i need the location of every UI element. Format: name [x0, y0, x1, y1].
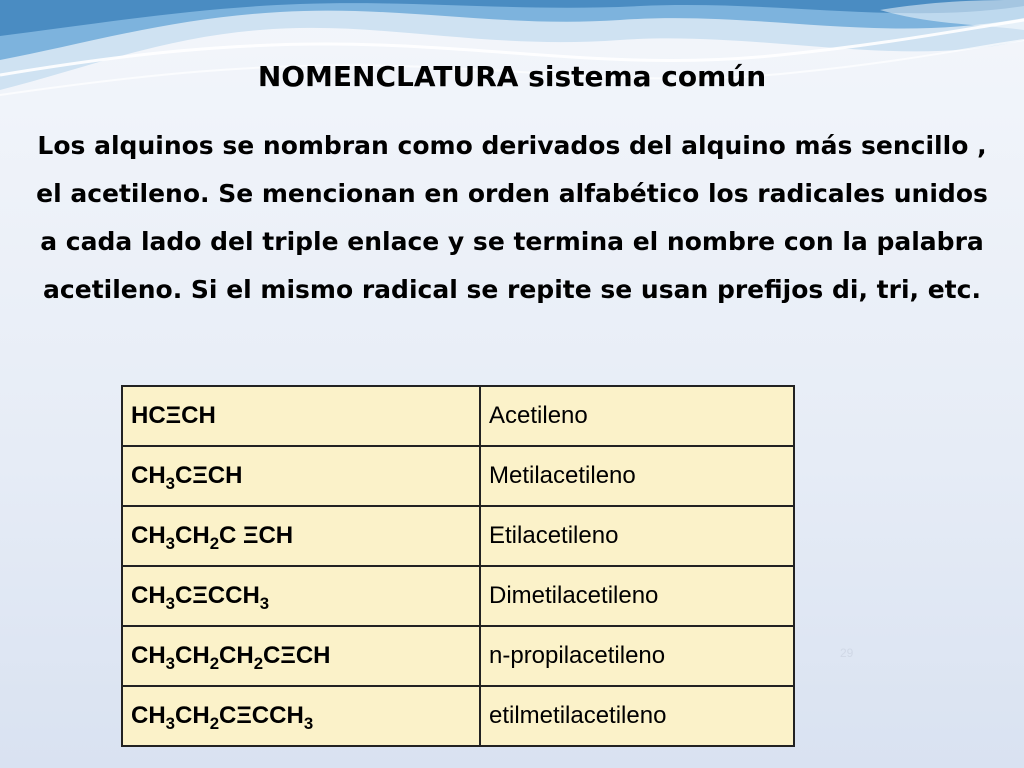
formula-cell: HCΞCH [122, 386, 480, 446]
formula-cell: $CH_3CH_2C$ ΞCH [122, 506, 480, 566]
name-cell: Dimetilacetileno [480, 566, 794, 626]
decorative-wave-header [0, 0, 1024, 110]
slide-paragraph: Los alquinos se nombran como derivados del alquino más sencillo , el acetileno. Se mencionan en orden alfabético los radicales unidos a cada lado del triple enlace y se termina el nombre con la palabra acetileno. Si el mismo radical se repite se usan prefijos di, tri, etc. [36, 131, 988, 304]
slide-title: NOMENCLATURA sistema común [257, 60, 767, 93]
name-cell: n-propilacetileno [480, 626, 794, 686]
nomenclature-table-container [121, 385, 795, 747]
table-row [122, 626, 794, 686]
name-cell: Etilacetileno [480, 506, 794, 566]
table-row [122, 446, 794, 506]
slide-number: 29 [840, 646, 854, 660]
formula-cell: $CH_3C\Xi CCH_3$ [122, 566, 480, 626]
formula-cell: $CH_3CH_2CH_2C\Xi CH$ [122, 626, 480, 686]
name-cell: Acetileno [480, 386, 794, 446]
table-row [122, 566, 794, 626]
table-row [122, 506, 794, 566]
table-row [122, 686, 794, 746]
formula-cell: $CH_3CH_2C\Xi CCH_3$ [122, 686, 480, 746]
name-cell: Metilacetileno [480, 446, 794, 506]
table-row [122, 386, 794, 446]
name-cell: etilmetilacetileno [480, 686, 794, 746]
formula-cell: $CH_3C\Xi CH$ [122, 446, 480, 506]
nomenclature-table [121, 385, 795, 747]
